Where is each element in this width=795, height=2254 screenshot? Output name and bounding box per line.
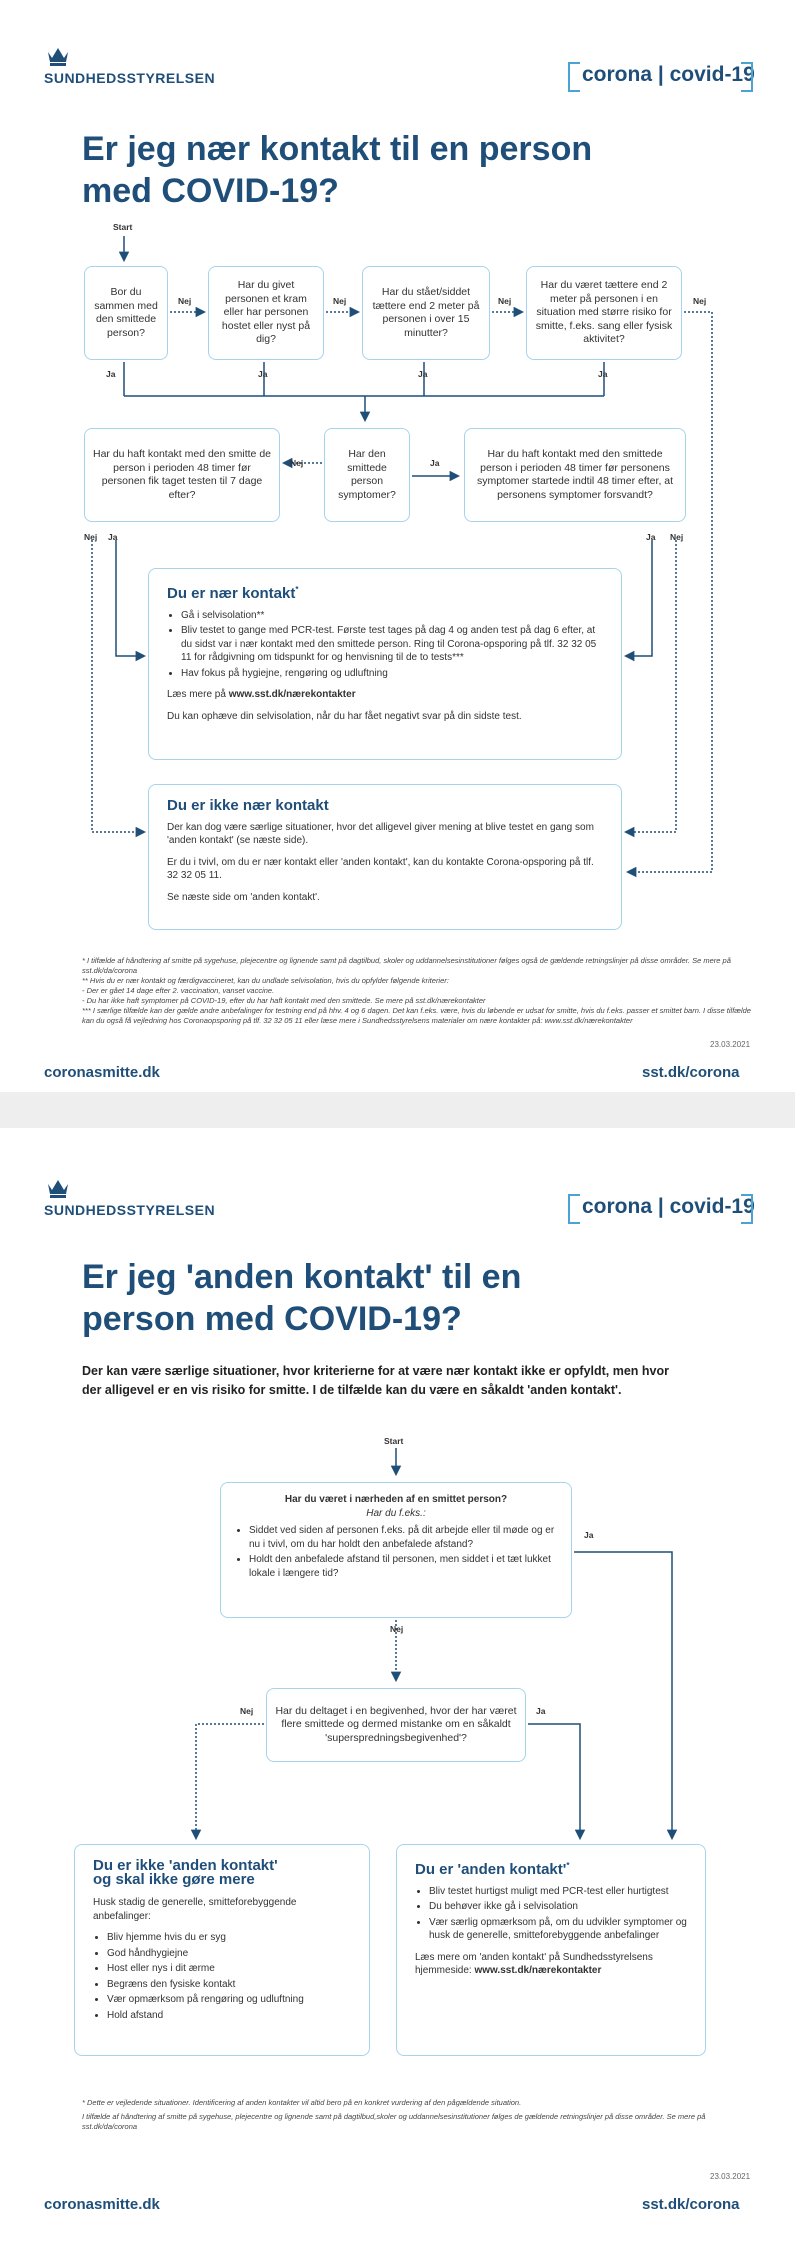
list-item: • Begræns den fysiske kontakt — [107, 1978, 351, 1992]
question-hug-cough: Har du givet personen et kram eller har personen hostet eller nyst på dig? — [208, 266, 324, 360]
list-item: • Bliv hjemme hvis du er syg — [107, 1931, 351, 1945]
list-item: • Hold afstand — [107, 2009, 351, 2023]
footnotes-page2: * Dette er vejledende situationer. Identificering af anden kontakter vil altid bero på en konkret vurdering af den pågældende situation. I tilfælde af håndtering af smitte på sygehuse, plejecentre og lignende samt på dagtilbud,skoler og uddannelsesinstitutioner følges de gældende retningslinjer på disse områder. Se mere på sst.dk/da/corona — [82, 2098, 706, 2131]
list-item: • Bliv testet hurtigst muligt med PCR-test eller hurtigtest — [429, 1885, 687, 1899]
date-page1: 23.03.2021 — [710, 1040, 751, 1049]
read-more-text: Læs mere på www.sst.dk/nærekontakter — [167, 689, 356, 700]
list-item: • Gå i selvisolation** — [181, 609, 603, 623]
question-near-infected — [220, 1482, 572, 1618]
list-item: • Siddet ved siden af personen f.eks. på dit arbejde eller til møde og er nu i tvivl, om du har holdt den anbefalede afstand? — [249, 1524, 557, 1551]
result-other-title: Du er 'anden kontakt'* — [415, 1861, 570, 1878]
isolation-end-text: Du kan ophæve din selvisolation, når du har fået negativt svar på din sidste test. — [167, 710, 522, 722]
nej-label-4: Nej — [693, 296, 707, 306]
question-contact-symptom-period: Har du haft kontakt med den smittede person i perioden 48 timer før personens symptomer startede indtil 48 timer efter, at personens symptomer forsvandt? — [464, 428, 686, 522]
read-more-link[interactable]: www.sst.dk/nærekontakter — [228, 689, 356, 700]
question-live-together: Bor du sammen med den smittede person? — [84, 266, 168, 360]
ja-label-3: Ja — [418, 369, 428, 379]
footer-link-sst-2[interactable]: sst.dk/corona — [642, 2196, 740, 2213]
list-item: • Du behøver ikke gå i selvisolation — [429, 1900, 687, 1914]
not-close-p2: Er du i tvivl, om du er nær kontakt eller 'anden kontakt', kan du kontakte Corona-opsporing på tlf. 32 32 05 11. — [167, 856, 594, 881]
result-close-contact-title: Du er nær kontakt* — [167, 585, 299, 602]
question-has-symptoms: Har den smittede person symptomer? — [324, 428, 410, 522]
q1-title: Har du været i nærheden af en smittet person? — [284, 1494, 508, 1505]
list-item: • Hav fokus på hygiejne, rengøring og udluftning — [181, 667, 603, 681]
list-item: • Bliv testet to gange med PCR-test. Første test tages på dag 4 og anden test på dag 6 efter, at du sidst var i nær kontakt med den smittede person. Ring til Corona-opsporing på tlf. 32 32 05 11 for rådgivning om tidspunkt for og henvisning til de to tests*** — [181, 624, 603, 665]
campaign-text: corona | covid-19 — [582, 63, 755, 86]
not-other-list — [93, 1931, 351, 2022]
ja-label-6: Ja — [108, 532, 118, 542]
logo-text: SUNDHEDSSTYRELSEN — [44, 1202, 216, 1218]
footer-link-sst[interactable]: sst.dk/corona — [642, 1064, 740, 1081]
nej-label-3: Nej — [498, 296, 512, 306]
result-not-close-contact-title: Du er ikke nær kontakt — [167, 797, 329, 814]
page2-title: Er jeg 'anden kontakt' til en person med COVID-19? — [82, 1258, 522, 1338]
nej-label-p2-2: Nej — [240, 1706, 254, 1716]
list-item: • Holdt den anbefalede afstand til personen, men siddet i et tæt lukket lokale i længere tid? — [249, 1553, 557, 1580]
ja-label-5: Ja — [430, 458, 440, 468]
result-not-other-title: Du er ikke 'anden kontakt' og skal ikke gøre mere — [93, 1857, 278, 1888]
not-close-p1: Der kan dog være særlige situationer, hvor det alligevel giver mening at blive testet en gang som 'anden kontakt' (se næste side). — [167, 821, 594, 846]
q1-sub: Har du f.eks.: — [366, 1507, 426, 1519]
result-other-contact — [396, 1844, 706, 2056]
question-contact-test-period: Har du haft kontakt med den smitte de person i perioden 48 timer før personen fik taget testen til 7 dage efter? — [84, 428, 280, 522]
list-item: • Host eller nys i dit ærme — [107, 1962, 351, 1976]
logo-text: SUNDHEDSSTYRELSEN — [44, 70, 216, 86]
footer-link-coronasmitte-2[interactable]: coronasmitte.dk — [44, 2196, 160, 2213]
start-label-2: Start — [384, 1436, 404, 1446]
footer-link-coronasmitte[interactable]: coronasmitte.dk — [44, 1064, 160, 1081]
page-title: Er jeg nær kontakt til en person med COVID-19? — [82, 130, 593, 210]
list-item: • Vær særlig opmærksom på, om du udvikler symptomer og husk de generelle, smitteforebyggende anbefalinger — [429, 1916, 687, 1943]
nej-label-7: Nej — [670, 532, 684, 542]
ja-label-2: Ja — [258, 369, 268, 379]
question-superspreading-event: Har du deltaget i en begivenhed, hvor der har været flere smittede og dermed mistanke om en såkaldt 'superspredningsbegivenhed'? — [266, 1688, 526, 1762]
list-item: • Vær opmærksom på rengøring og udluftning — [107, 1993, 351, 2007]
nej-label-2: Nej — [333, 296, 347, 306]
list-item: • God håndhygiejne — [107, 1947, 351, 1961]
footnotes-page1: * I tilfælde af håndtering af smitte på sygehuse, plejecentre og lignende samt på dagtilbud, skoler og uddannelsesinstitutioner følges også de gældende retningslinjer på disse områder. Se mere på sst.dk/da/corona ** Hvis du er nær kontakt og færdigvaccineret, kan du undlade selvisolation, hvis du opfylder følgende kriterier: - Der er gået 14 dage efter 2. vaccination, vanset vaccine. - Du har ikke haft symptomer på COVID-19, efter du har haft kontakt med den smittede. Se mere på sst.dk/nærekontakter *** I særlige tilfælde kan der gælde andre anbefalinger for testning end på hhv. 4 og 6 dagen. Det kan f.eks. være, hvis du løbende er udsat for smitte, hvis du f.eks. passer et smittet barn. I disse tilfælde kan du også få vejledning hos Coronaopsporing på tlf. 32 32 05 11 eller læse mere i Sundhedsstyrelsens materialer om nære kontakter på: www.sst.dk/nærekontakter — [82, 956, 751, 1025]
q1-list — [235, 1524, 557, 1580]
nej-label-5: Nej — [290, 458, 304, 468]
not-other-p1: Husk stadig de generelle, smitteforebyggende anbefalinger: — [93, 1897, 297, 1922]
other-read-more: Læs mere om 'anden kontakt' på Sundhedsstyrelsens hjemmeside: www.sst.dk/nærekontakter — [415, 1951, 653, 1976]
ja-label-p2-2: Ja — [536, 1706, 546, 1716]
campaign-text: corona | covid-19 — [582, 1195, 755, 1218]
start-label: Start — [113, 222, 133, 232]
question-high-risk-situation: Har du været tættere end 2 meter på personen i en situation med større risiko for smitte, f.eks. sang eller fysisk aktivitet? — [526, 266, 682, 360]
other-read-more-link[interactable]: www.sst.dk/nærekontakter — [474, 1965, 602, 1976]
ja-label-7: Ja — [646, 532, 656, 542]
result-not-other-contact — [74, 1844, 370, 2056]
not-close-p3: Se næste side om 'anden kontakt'. — [167, 891, 320, 903]
question-distance-15min: Har du stået/siddet tættere end 2 meter på personen i over 15 minutter? — [362, 266, 490, 360]
ja-label-p2-1: Ja — [584, 1530, 594, 1540]
date-page2: 23.03.2021 — [710, 2172, 751, 2181]
other-list — [415, 1885, 687, 1943]
nej-label-1: Nej — [178, 296, 192, 306]
page2-intro: Der kan være særlige situationer, hvor kriterierne for at være nær kontakt ikke er opfyldt, men hvor der alligevel er en vis risiko for smitte. I de tilfælde kan du være en såkaldt 'anden kontakt'. — [82, 1364, 669, 1397]
nej-label-6: Nej — [84, 532, 98, 542]
nej-label-p2-1: Nej — [390, 1624, 404, 1634]
ja-label-4: Ja — [598, 369, 608, 379]
ja-label-1: Ja — [106, 369, 116, 379]
